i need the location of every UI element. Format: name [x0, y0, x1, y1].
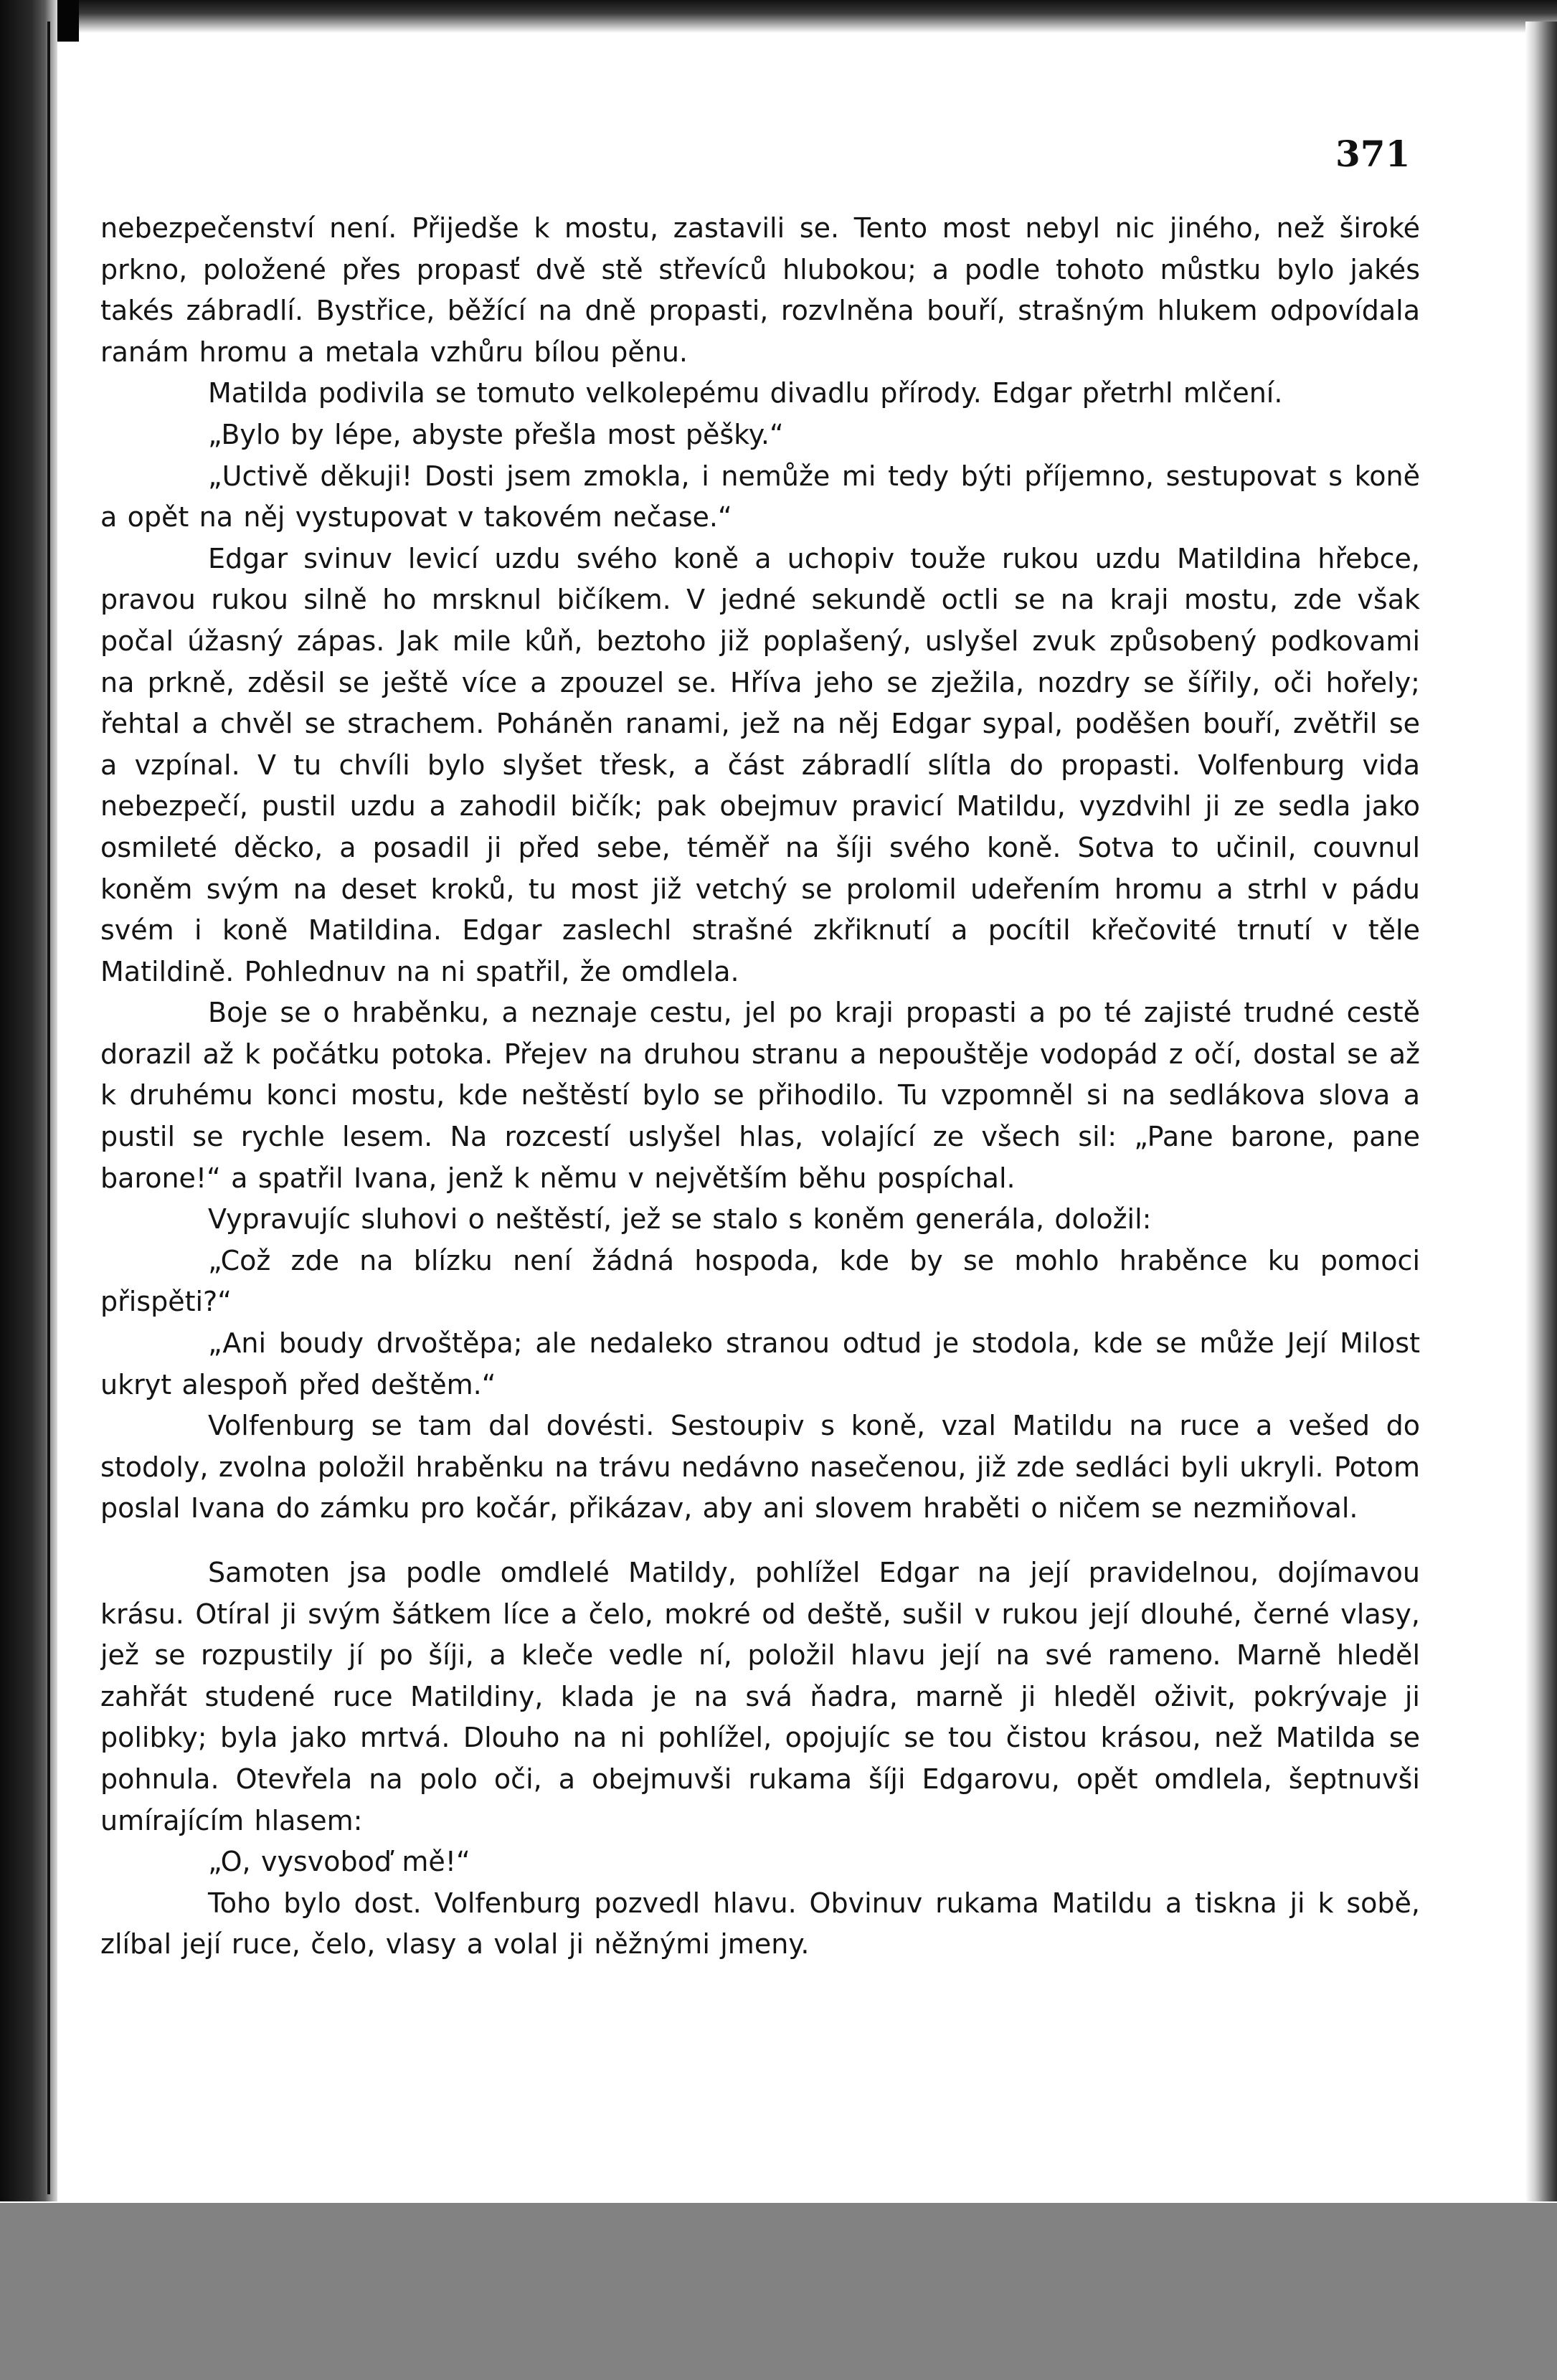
paragraph: Boje se o hraběnku, a neznaje cestu, jel po kraji propasti a po té zajisté trudné cestě dorazil až k počátku potoka. Přejev na druhou stranu a nepouštěje vodopád z očí, dostal se až k druhému konci mostu, kde neštěstí bylo se přihodilo. Tu vzpomněl si na sedlákova slova a pustil se rychle lesem. Na rozcestí uslyšel hlas, volající ze všech sil: „Pane barone, pane barone!“ a spatřil Ivana, jenž k němu v největším běhu pospíchal.	[100, 997, 1420, 1194]
page-gutter-line	[47, 22, 50, 2194]
page-number: 371	[1335, 133, 1411, 175]
scan-bottom-bar	[0, 2203, 1557, 2380]
scan-top-edge	[0, 0, 1557, 33]
dialogue-line: „Což zde na blízku není žádná hospoda, kde by se mohlo hraběnce ku pomoci přispěti?“	[100, 1244, 1420, 1318]
dialogue-line: „Bylo by lépe, abyste přešla most pěšky.“	[208, 418, 784, 450]
scan-right-edge	[1525, 22, 1557, 2201]
paragraph: Edgar svinuv levicí uzdu svého koně a uchopiv touže rukou uzdu Matildina hřebce, pravou rukou silně ho mrsknul bičíkem. V jedné sekundě octli se na kraji mostu, zde však počal úžasný zápas. Jak mile kůň, beztoho již poplašený, uslyšel zvuk způsobený podkovami na prkně, zděsil se ještě více a zpouzel se. Hříva jeho se zježila, nozdry se šířily, oči hořely; řehtal a chvěl se strachem. Poháněn ranami, jež na něj Edgar sypal, poděšen bouří, zvětřil se a vzpínal. V tu chvíli bylo slyšet třesk, a část zábradlí slítla do propasti. Volfenburg vida nebezpečí, pustil uzdu a zahodil bičík; pak obejmuv pravicí Matildu, vyzdvihl ji ze sedla jako osmileté děcko, a posadil ji před sebe, téměř na šíji svého koně. Sotva to učinil, couvnul koněm svým na deset kroků, tu most již vetchý se prolomil udeřením hromu a strhl v pádu svém i koně Matildina. Edgar zaslechl strašné zkřiknutí a pocítil křečovité trnutí v těle Matildině. Pohlednuv na ni spatřil, že omdlela.	[100, 542, 1420, 987]
paragraph: Samoten jsa podle omdlelé Matildy, pohlížel Edgar na její pravidelnou, dojímavou krásu. Otíral ji svým šátkem líce a čelo, mokré od deště, sušil v rukou její dlouhé, černé vlasy, jež se rozpustily jí po šíji, a kleče vedle ní, položil hlavu její na své rameno. Marně hleděl zahřát studené ruce Matildiny, klada je na svá ňadra, marně ji hleděl oživit, pokrývaje ji polibky; byla jako mrtvá. Dlouho na ni pohlížel, opojujíc se tou čistou krásou, než Matilda se pohnula. Otevřela na polo oči, a obejmuvši rukama šíji Edgarovu, opět omdlela, šeptnuvši umírajícím hlasem:	[100, 1557, 1420, 1836]
paragraph: Matilda podivila se tomuto velkolepému divadlu přírody. Edgar přetrhl mlčení.	[208, 377, 1283, 409]
dialogue-line: „O, vysvoboď mě!“	[208, 1846, 470, 1878]
page-body	[100, 208, 1420, 2209]
dialogue-line: „Uctivě děkuji! Dosti jsem zmokla, i nemůže mi tedy býti příjemno, sestupovat s koně a opět na něj vystupovat v takovém nečase.“	[100, 460, 1420, 534]
paragraph: Volfenburg se tam dal dovésti. Sestoupiv s koně, vzal Matildu na ruce a vešed do stodoly, zvolna položil hraběnku na trávu nedávno nasečenou, již zde sedláci byli ukryli. Potom poslal Ivana do zámku pro kočár, přikázav, aby ani slovem hraběti o ničem se nezmiňoval.	[100, 1410, 1420, 1525]
paragraph: Vypravujíc sluhovi o neštěstí, jež se stalo s koněm generála, doložil:	[208, 1203, 1152, 1236]
dialogue-line: „Ani boudy drvoštěpa; ale nedaleko stranou odtud je stodola, kde se může Její Milost ukryt alespoň před deštěm.“	[100, 1327, 1420, 1400]
paragraph: Toho bylo dost. Volfenburg pozvedl hlavu. Obvinuv rukama Matildu a tiskna ji k sobě, zlíbal její ruce, čelo, vlasy a volal ji něžnými jmeny.	[100, 1887, 1420, 1961]
paragraph-continuation: nebezpečenství není. Přijedše k mostu, zastavili se. Tento most nebyl nic jiného, než široké prkno, položené přes propasť dvě stě střevíců hlubokou; a podle tohoto můstku bylo jakés takés zábradlí. Bystřice, běžící na dně propasti, rozvlněna bouří, strašným hlukem odpovídala ranám hromu a metala vzhůru bílou pěnu.	[100, 212, 1420, 368]
